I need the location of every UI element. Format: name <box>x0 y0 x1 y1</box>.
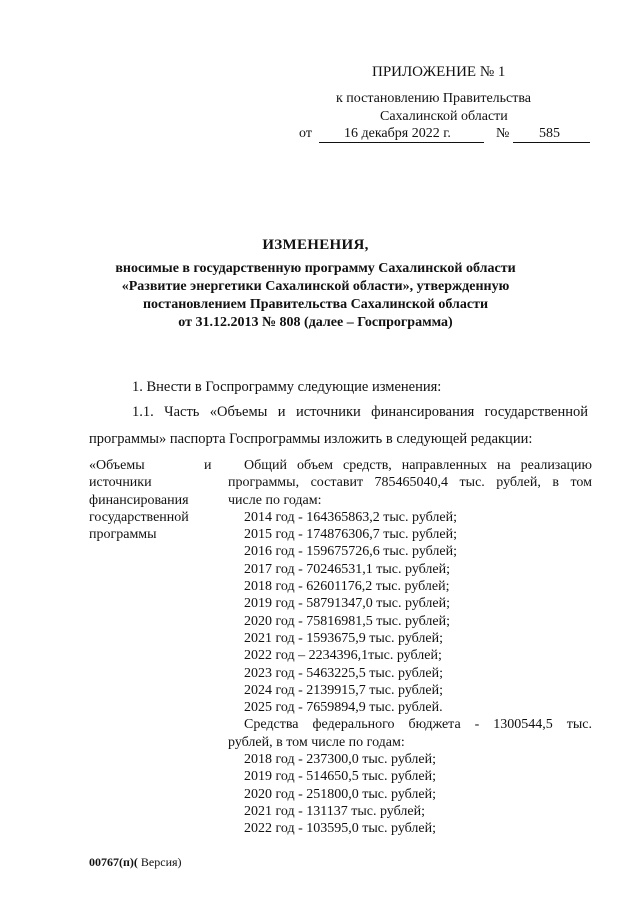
decree-number: 585 <box>539 126 560 141</box>
year-federal-item: 2020 год - 251800,0 тыс. рублей; <box>244 786 437 802</box>
total-intro-line-1: Общий объем средств, направленных на реализацию <box>244 458 592 473</box>
title-line-2: «Развитие энергетики Сахалинской области», утвержденную <box>121 279 510 294</box>
appendix-line2: Сахалинской области <box>380 109 508 124</box>
total-intro-line-3: числе по годам: <box>228 492 322 508</box>
year-federal-item: 2022 год - 103595,0 тыс. рублей; <box>244 821 437 837</box>
year-federal-item: 2018 год - 237300,0 тыс. рублей; <box>244 752 437 768</box>
label-line: источники <box>89 475 152 491</box>
appendix-line1: к постановлению Правительства <box>336 91 532 106</box>
funding-label-column <box>89 457 219 543</box>
federal-intro-line-2: рублей, в том числе по годам: <box>228 734 405 750</box>
label-line: «Объемы <box>89 458 145 473</box>
funding-details-column <box>228 457 592 838</box>
decree-date: 16 декабря 2022 г. <box>344 126 451 141</box>
year-total-item: 2022 год – 2234396,1тыс. рублей; <box>244 648 442 664</box>
year-total-item: 2018 год - 62601176,2 тыс. рублей; <box>244 579 450 595</box>
document-version: Версия) <box>137 855 182 869</box>
title-line-3: постановлением Правительства Сахалинской области <box>142 297 489 312</box>
document-footer <box>89 855 182 869</box>
document-code: 00767(п)( <box>89 855 138 869</box>
title-line-4: от 31.12.2013 № 808 (далее – Госпрограмма) <box>178 315 453 330</box>
paragraph-1-1: 1.1. Часть «Объемы и источники финансирования государственной <box>132 404 588 420</box>
year-total-item: 2024 год - 2139915,7 тыс. рублей; <box>244 682 444 698</box>
changes-heading: ИЗМЕНЕНИЯ, <box>262 237 369 253</box>
appendix-date-line <box>299 125 599 145</box>
total-intro-line-2: программы, составит 785465040,4 тыс. рублей, в том <box>228 475 592 491</box>
title-line-1: вносимые в государственную программу Сахалинской области <box>115 261 516 276</box>
label-line: финансирования <box>89 492 189 508</box>
paragraph-1: 1. Внести в Госпрограмму следующие изменения: <box>132 379 442 395</box>
from-word: от <box>299 126 312 141</box>
label-line: государственной <box>89 509 189 525</box>
year-total-item: 2021 год - 1593675,9 тыс. рублей; <box>244 630 444 646</box>
year-total-item: 2020 год - 75816981,5 тыс. рублей; <box>244 613 451 629</box>
federal-intro-line-1: Средства федерального бюджета - 1300544,5 тыс. <box>244 717 592 733</box>
year-federal-item: 2019 год - 514650,5 тыс. рублей; <box>244 769 437 785</box>
year-total-item: 2019 год - 58791347,0 тыс. рублей; <box>244 596 451 612</box>
label-line: программы <box>89 527 157 543</box>
label-and-word: и <box>204 458 212 473</box>
number-sign: № <box>496 126 510 141</box>
appendix-title: ПРИЛОЖЕНИЕ № 1 <box>372 64 506 80</box>
year-total-item: 2017 год - 70246531,1 тыс. рублей; <box>244 561 451 577</box>
year-federal-item: 2021 год - 131137 тыс. рублей; <box>244 803 425 819</box>
year-total-item: 2025 год - 7659894,9 тыс. рублей. <box>244 700 443 716</box>
paragraph-1-1-cont: программы» паспорта Госпрограммы изложить в следующей редакции: <box>89 431 533 447</box>
year-total-item: 2023 год - 5463225,5 тыс. рублей; <box>244 665 444 681</box>
year-total-item: 2015 год - 174876306,7 тыс. рублей; <box>244 527 458 543</box>
year-total-item: 2014 год - 164365863,2 тыс. рублей; <box>244 509 458 525</box>
year-total-item: 2016 год - 159675726,6 тыс. рублей; <box>244 544 458 560</box>
